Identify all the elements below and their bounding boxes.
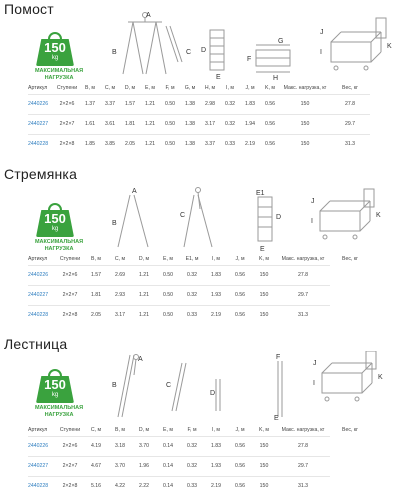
- max-load-badge: [24, 207, 94, 253]
- table-cell: 0.56: [260, 114, 280, 134]
- column-header: Ступени: [56, 84, 78, 91]
- diagram-label-a: A: [146, 12, 151, 19]
- column-header: B, м: [91, 255, 101, 262]
- table-cell: 3.70: [108, 456, 132, 476]
- table-cell: 0.50: [156, 285, 180, 305]
- table-cell: 0.50: [156, 305, 180, 325]
- diagram-label-c: C: [180, 212, 186, 219]
- column-header: I, м: [212, 255, 220, 262]
- diagram-label-b: B: [112, 49, 117, 56]
- article-link[interactable]: 2440228: [28, 305, 56, 325]
- table-cell: 2.98: [200, 94, 220, 114]
- table-cell: 1.21: [132, 285, 156, 305]
- table-cell: 1.93: [204, 285, 228, 305]
- table-cell: 2.22: [132, 476, 156, 496]
- section-title: Помост: [4, 1, 54, 17]
- column-header: E1, м: [185, 255, 199, 262]
- table-cell: 150: [252, 476, 276, 496]
- table-cell: 0.33: [180, 476, 204, 496]
- table-cell: 0.50: [156, 265, 180, 285]
- column-header: Ступени: [59, 426, 81, 433]
- table-cell: 150: [252, 456, 276, 476]
- table-cell: 1.38: [180, 94, 200, 114]
- diagram-label-c: C: [166, 382, 172, 389]
- column-header: D, м: [138, 255, 150, 262]
- table-cell: 0.32: [220, 114, 240, 134]
- table-cell: 0.32: [180, 456, 204, 476]
- diagram-label-j: J: [320, 29, 324, 36]
- table-row: [28, 114, 370, 134]
- table-cell: 2.05: [84, 305, 108, 325]
- table-cell: 1.21: [140, 94, 160, 114]
- diagram-label-j: J: [313, 360, 317, 367]
- table-row: [28, 476, 370, 496]
- column-header: K, м: [259, 426, 269, 433]
- diagram-label-k: K: [376, 212, 381, 219]
- table-cell: 0.33: [220, 134, 240, 154]
- table-cell: 150: [252, 436, 276, 456]
- article-link[interactable]: 2440227: [28, 285, 56, 305]
- column-header: Ступени: [59, 255, 81, 262]
- section-title: Стремянка: [4, 166, 78, 182]
- max-load-label: МАКСИМАЛЬНАЯ НАГРУЗКА: [34, 405, 84, 418]
- table-row: [28, 305, 370, 325]
- table-cell: 3.37: [200, 134, 220, 154]
- diagram-label-b: B: [112, 382, 117, 389]
- ladder-diagram: [108, 351, 393, 421]
- table-cell: 1.21: [132, 265, 156, 285]
- column-header: J, м: [235, 426, 245, 433]
- diagram-label-g: G: [278, 38, 284, 45]
- table-cell: 0.32: [180, 436, 204, 456]
- table-cell: 1.94: [240, 114, 260, 134]
- table-cell: 2×2×6: [56, 265, 84, 285]
- table-cell: 150: [280, 134, 330, 154]
- section-title: Лестница: [4, 336, 68, 352]
- table-cell: 29.7: [330, 114, 370, 134]
- table-cell: 27.8: [330, 94, 370, 114]
- column-header: D, м: [138, 426, 150, 433]
- table-cell: 1.21: [140, 114, 160, 134]
- column-header: C, м: [114, 255, 126, 262]
- table-cell: 1.93: [204, 456, 228, 476]
- section-stepladder: [0, 165, 400, 335]
- table-cell: 2×2×6: [56, 436, 84, 456]
- table-cell: 0.56: [228, 476, 252, 496]
- table-cell: 2×2×8: [54, 134, 80, 154]
- table-cell: 150: [280, 94, 330, 114]
- table-cell: 1.38: [180, 134, 200, 154]
- table-cell: 27.8: [276, 436, 330, 456]
- column-header: B, м: [85, 84, 95, 91]
- article-link[interactable]: 2440227: [28, 114, 54, 134]
- article-link[interactable]: 2440226: [28, 436, 56, 456]
- table-cell: 1.81: [84, 285, 108, 305]
- diagram-label-i: I: [320, 49, 322, 56]
- table-cell: 2×2×8: [56, 305, 84, 325]
- table-cell: 0.50: [160, 94, 180, 114]
- table-cell: 31.3: [276, 476, 330, 496]
- table-cell: 1.85: [80, 134, 100, 154]
- column-header: Вес, кг: [342, 256, 358, 262]
- column-header: J, м: [245, 84, 255, 91]
- table-cell: 1.57: [120, 94, 140, 114]
- column-header-article: Артикул: [28, 426, 48, 433]
- table-cell: 3.61: [100, 114, 120, 134]
- table-cell: 3.70: [132, 436, 156, 456]
- column-header: F, м: [187, 426, 197, 433]
- diagram-label-b: B: [112, 220, 117, 227]
- table-row: [28, 134, 370, 154]
- column-header-article: Артикул: [28, 84, 48, 91]
- spec-table-ladder: [28, 424, 370, 496]
- table-cell: 0.33: [180, 305, 204, 325]
- table-cell: 2.19: [204, 305, 228, 325]
- table-cell: 2.19: [240, 134, 260, 154]
- weight-icon: 150 kg: [36, 207, 74, 237]
- table-cell: 1.81: [120, 114, 140, 134]
- column-header: Макс. нагрузка, кг: [281, 426, 325, 433]
- table-cell: 0.56: [228, 436, 252, 456]
- column-header: Макс. нагрузка, кг: [283, 84, 327, 91]
- table-cell: 2.93: [108, 285, 132, 305]
- section-ladder: [0, 335, 400, 500]
- table-cell: 0.56: [228, 285, 252, 305]
- table-cell: 2.69: [108, 265, 132, 285]
- table-cell: 1.83: [204, 436, 228, 456]
- table-cell: 0.32: [180, 285, 204, 305]
- table-cell: 27.8: [276, 265, 330, 285]
- column-header: Вес, кг: [342, 84, 358, 91]
- diagram-label-f: F: [247, 56, 252, 63]
- table-cell: 1.61: [80, 114, 100, 134]
- diagram-label-j: J: [311, 198, 315, 205]
- column-header: H, м: [204, 84, 216, 91]
- diagram-label-i: I: [311, 218, 313, 225]
- column-header: C, м: [104, 84, 116, 91]
- diagram-label-h: H: [273, 75, 279, 82]
- diagram-label-d: D: [201, 47, 207, 54]
- table-cell: 3.85: [100, 134, 120, 154]
- table-row: [28, 285, 370, 305]
- column-header: Макс. нагрузка, кг: [281, 255, 325, 262]
- table-cell: 4.22: [108, 476, 132, 496]
- diagram-label-e1: E1: [256, 190, 265, 197]
- table-cell: 5.16: [84, 476, 108, 496]
- column-header: J, м: [235, 255, 245, 262]
- table-cell: 1.21: [140, 134, 160, 154]
- max-load-badge: [24, 373, 94, 419]
- column-header: I, м: [226, 84, 234, 91]
- table-row: [28, 265, 370, 285]
- table-cell: 1.83: [204, 265, 228, 285]
- table-cell: 3.37: [100, 94, 120, 114]
- max-load-label: МАКСИМАЛЬНАЯ НАГРУЗКА: [34, 68, 84, 81]
- table-cell: 1.38: [180, 114, 200, 134]
- table-cell: 0.56: [260, 134, 280, 154]
- diagram-label-k: K: [378, 374, 383, 381]
- diagram-label-d: D: [210, 390, 216, 397]
- article-link[interactable]: 2440227: [28, 456, 56, 476]
- column-header: E, м: [163, 255, 173, 262]
- diagram-label-e: E: [260, 246, 265, 253]
- table-cell: 150: [252, 305, 276, 325]
- diagram-label-e: E: [274, 415, 279, 421]
- table-cell: 3.17: [200, 114, 220, 134]
- table-cell: 0.50: [160, 114, 180, 134]
- table-cell: 0.32: [220, 94, 240, 114]
- table-cell: 3.17: [108, 305, 132, 325]
- table-cell: 3.18: [108, 436, 132, 456]
- diagram-label-a: A: [132, 188, 137, 195]
- table-cell: 2×2×7: [54, 114, 80, 134]
- table-cell: 1.37: [80, 94, 100, 114]
- weight-icon: 150 kg: [36, 36, 74, 66]
- table-row: [28, 436, 370, 456]
- table-row: [28, 94, 370, 114]
- table-cell: 2×2×7: [56, 456, 84, 476]
- max-load-label: МАКСИМАЛЬНАЯ НАГРУЗКА: [34, 239, 84, 252]
- column-header-article: Артикул: [28, 255, 48, 262]
- diagram-label-d: D: [276, 214, 282, 221]
- table-row: [28, 456, 370, 476]
- column-header: G, м: [184, 84, 196, 91]
- stepladder-diagram: [108, 187, 393, 255]
- table-cell: 150: [280, 114, 330, 134]
- column-header: D, м: [124, 84, 136, 91]
- table-cell: 0.14: [156, 456, 180, 476]
- table-cell: 29.7: [276, 456, 330, 476]
- spec-table-platform: [28, 82, 370, 154]
- table-cell: 150: [252, 285, 276, 305]
- diagram-label-c: C: [186, 49, 192, 56]
- article-link[interactable]: 2440226: [28, 265, 56, 285]
- table-cell: 0.14: [156, 476, 180, 496]
- column-header: C, м: [90, 426, 102, 433]
- column-header: E, м: [145, 84, 155, 91]
- table-cell: 2.05: [120, 134, 140, 154]
- table-cell: 0.50: [160, 134, 180, 154]
- diagram-label-e: E: [216, 74, 221, 81]
- column-header: F, м: [165, 84, 175, 91]
- column-header: B, м: [115, 426, 125, 433]
- table-cell: 2×2×7: [56, 285, 84, 305]
- column-header: I, м: [212, 426, 220, 433]
- platform-diagram: [108, 12, 393, 90]
- article-link[interactable]: 2440226: [28, 94, 54, 114]
- table-cell: 31.3: [330, 134, 370, 154]
- column-header: Вес, кг: [342, 427, 358, 433]
- section-platform: [0, 0, 400, 165]
- table-cell: 2×2×6: [54, 94, 80, 114]
- max-load-badge: [24, 36, 94, 82]
- table-cell: 1.96: [132, 456, 156, 476]
- table-cell: 0.56: [228, 265, 252, 285]
- table-cell: 4.19: [84, 436, 108, 456]
- spec-table-stepladder: [28, 253, 370, 325]
- table-cell: 0.56: [228, 456, 252, 476]
- article-link[interactable]: 2440228: [28, 476, 56, 496]
- column-header: K, м: [259, 255, 269, 262]
- table-cell: 29.7: [276, 285, 330, 305]
- diagram-label-k: K: [387, 43, 392, 50]
- table-cell: 31.3: [276, 305, 330, 325]
- table-cell: 0.56: [228, 305, 252, 325]
- table-cell: 150: [252, 265, 276, 285]
- weight-icon: 150 kg: [36, 373, 74, 403]
- table-cell: 1.57: [84, 265, 108, 285]
- table-cell: 0.14: [156, 436, 180, 456]
- table-cell: 0.32: [180, 265, 204, 285]
- diagram-label-a: A: [138, 356, 143, 363]
- table-cell: 1.83: [240, 94, 260, 114]
- table-cell: 2.19: [204, 476, 228, 496]
- article-link[interactable]: 2440228: [28, 134, 54, 154]
- table-cell: 2×2×8: [56, 476, 84, 496]
- table-cell: 4.67: [84, 456, 108, 476]
- column-header: K, м: [265, 84, 275, 91]
- diagram-label-i: I: [313, 380, 315, 387]
- table-cell: 1.21: [132, 305, 156, 325]
- column-header: E, м: [163, 426, 173, 433]
- diagram-label-f: F: [276, 354, 281, 361]
- table-cell: 0.56: [260, 94, 280, 114]
